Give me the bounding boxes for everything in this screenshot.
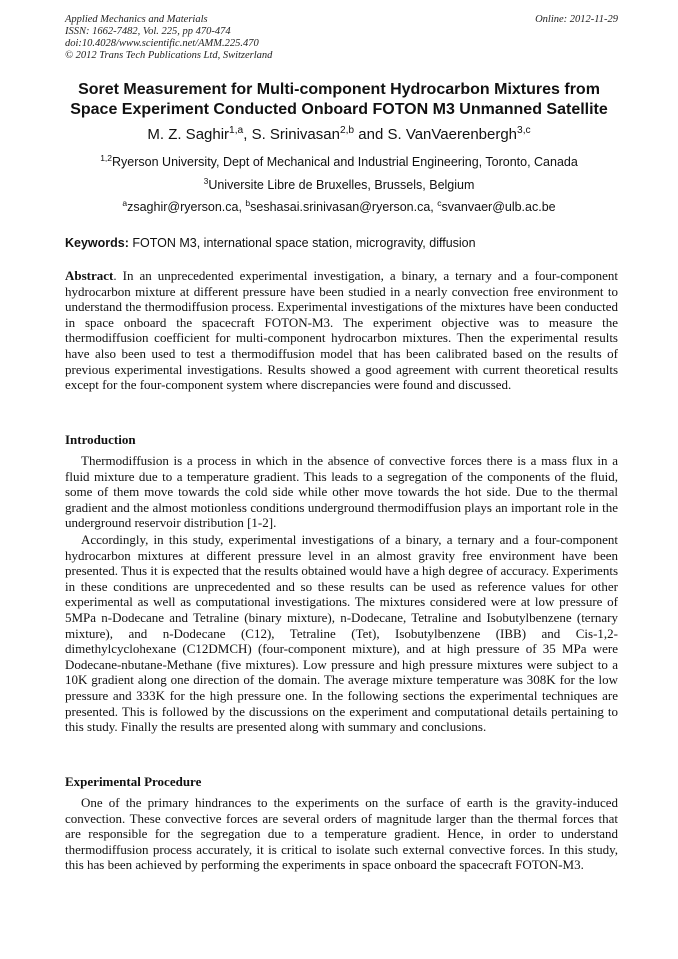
introduction-paragraph-2: Accordingly, in this study, experimental investigations of a binary, a ternary and a four-component hydrocarbon mixtures at different pressure level in an almost gravity free environment have been presented. Thus it is expected that the results obtained would have a high degree of accuracy. Experiments in these conditions are unprecedented and so these results can be used as reference values for other experimental as well as computational investigations. The mixtures considered were at low pressure of 5MPa n-Dodecane and Tetraline (binary mixture), n-Dodecane, Tetraline and Isobutylbenzene (ternary mixture), and n-Dodecane (C12), Tetraline (Tet), Isobutylbenzene (IBB) and Cis-1,2-dimethylcyclohexane (C12DMCH) (four-component mixture), and at high pressure of 35 MPa were Dodecane-nbutane-Methane (five mixtures). Low pressure and high pressure mixtures were subject to a 10K gradient along one direction of the domain. The average mixture temperature was 308K for the low pressure and 333K for the high pressure one. In the following sections the experimental techniques are presented. This is followed by the discussions on the experiment and computational details pertaining to this study. Finally the results are presented along with summary and conclusions. <box>65 532 618 735</box>
doi-line[interactable]: doi:10.4028/www.scientific.net/AMM.225.470 <box>65 38 259 49</box>
copyright-line: © 2012 Trans Tech Publications Ltd, Switzerland <box>65 50 273 61</box>
abstract-text: . In an unprecedented experimental investigation, a binary, a ternary and a four-component hydrocarbon mixture at different pressure have been studied in a nearly convection free environment to understand the thermodiffusion process. Experimental investigations of the mixtures have been conducted in space onboard the spacecraft FOTON-M3. The experiment objective was to measure the thermodiffusion coefficient for multi-component hydrocarbon mixtures. Then the experimental results have also been used to test a thermodiffusion model that has been calibrated based on the results of previous experimental investigations. Results showed a good agreement with current theoretical results except for the four-component system where discrepancies were found and discussed. <box>65 268 618 393</box>
email-3-sup: c <box>437 197 442 208</box>
publication-header <box>65 14 618 62</box>
paper-title <box>40 80 638 120</box>
issn-line: ISSN: 1662-7482, Vol. 225, pp 470-474 <box>65 26 231 37</box>
abstract-label: Abstract <box>65 268 114 283</box>
affiliation-2-sup: 3 <box>203 175 209 186</box>
journal-name: Applied Mechanics and Materials <box>65 14 208 25</box>
author-2-name: S. Srinivasan <box>251 126 340 143</box>
author-2-sup: 2,b <box>339 125 355 136</box>
affiliation-1 <box>40 154 638 170</box>
title-line-1: Soret Measurement for Multi-component Hydrocarbon Mixtures from <box>78 81 600 98</box>
title-line-2: Space Experiment Conducted Onboard FOTON M3 Unmanned Satellite <box>70 101 608 118</box>
introduction-heading: Introduction <box>65 432 136 447</box>
experimental-procedure-paragraph-1: One of the primary hindrances to the experiments on the surface of earth is the gravity-induced convection. These convective forces are several orders of magnitude larger than the thermal forces that are responsible for the segregation due to a temperature gradient. Hence, in order to understand thermodiffusion process accurately, it is critical to isolate such external convective forces. In this study, this has been achieved by performing the experiments in space onboard the spacecraft FOTON-M3. <box>65 795 618 873</box>
affiliation-2-text: Universite Libre de Bruxelles, Brussels, Belgium <box>208 178 475 192</box>
author-sep-1: , <box>243 126 252 143</box>
author-3-sup: 3,c <box>517 125 531 136</box>
keywords-line <box>65 235 618 251</box>
email-2-sup: b <box>245 197 251 208</box>
author-1-sup: 1,a <box>229 125 244 136</box>
experimental-procedure-heading: Experimental Procedure <box>65 774 202 789</box>
email-3[interactable]: svanvaer@ulb.ac.be <box>441 200 556 214</box>
author-sep-2: and <box>354 126 388 143</box>
abstract-paragraph <box>65 268 618 393</box>
online-date: Online: 2012-11-29 <box>535 14 618 25</box>
introduction-paragraph-1: Thermodiffusion is a process in which in the absence of convective forces there is a mass flux in a fluid mixture due to a temperature gradient. This leads to a segregation of the components of the fluid, some of them move towards the cold side while other move towards the hot side. Due to the thermal gradient and the almost motionless conditions underground thermodiffusion plays an important role in the underground reservoir distribution [1-2]. <box>65 453 618 531</box>
author-1-name: M. Z. Saghir <box>147 126 230 143</box>
affiliation-1-sup: 1,2 <box>100 152 113 163</box>
affiliation-1-text: Ryerson University, Dept of Mechanical and Industrial Engineering, Toronto, Canada <box>112 155 578 169</box>
author-3-name: S. VanVaerenbergh <box>387 126 518 143</box>
email-2[interactable]: seshasai.srinivasan@ryerson.ca, <box>250 200 438 214</box>
affiliation-2 <box>40 177 638 193</box>
keywords-label: Keywords: <box>65 236 129 250</box>
email-1-sup: a <box>122 197 128 208</box>
author-list <box>40 125 638 145</box>
keywords-text: FOTON M3, international space station, microgravity, diffusion <box>128 236 476 250</box>
author-emails <box>40 199 638 215</box>
email-1[interactable]: zsaghir@ryerson.ca, <box>127 200 246 214</box>
